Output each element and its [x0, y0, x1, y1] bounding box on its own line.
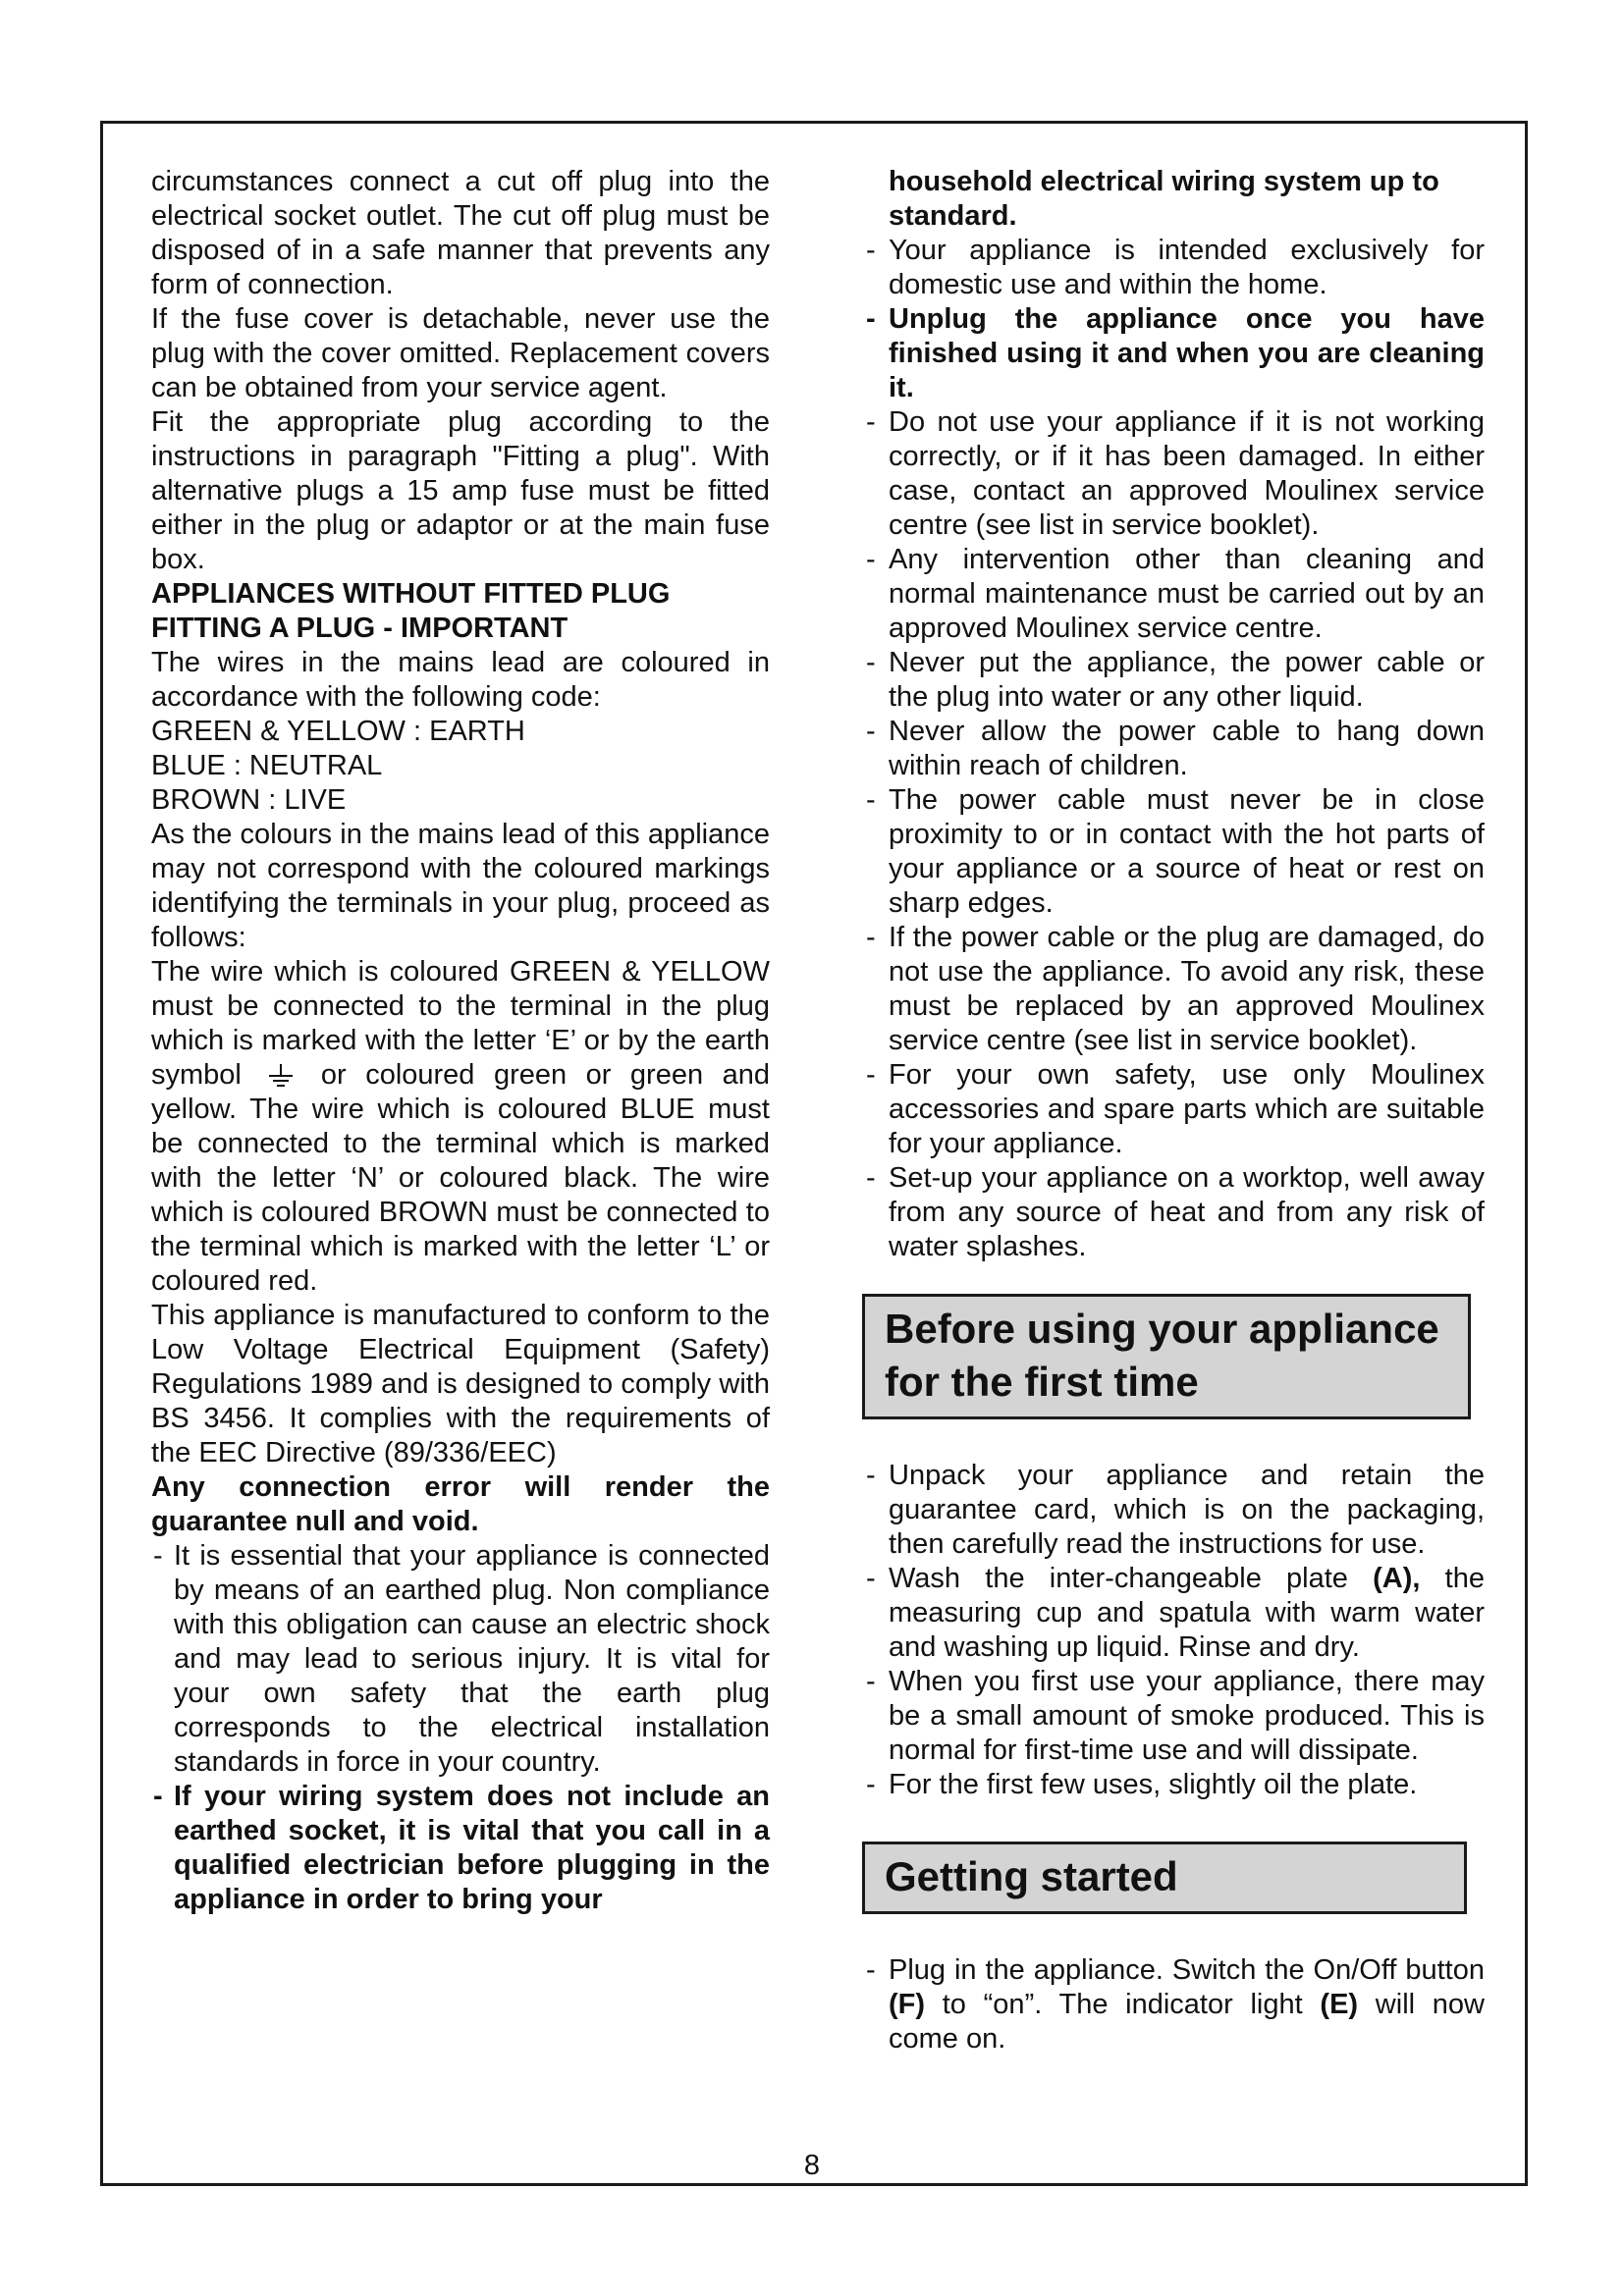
paragraph-fit-plug: Fit the appropriate plug according to the instructions in paragraph "Fitting a plug". With alternative plugs a 15 amp fuse must be fitted either in the plug or adaptor or at the main fuse box.	[151, 406, 770, 575]
safety-bullet: - If the power cable or the plug are damaged, do not use the appliance. To avoid any risk, these must be replaced by an approved Moulinex service centre (see list in service booklet).	[864, 921, 1485, 1058]
continued-wiring-text: household electrical wiring system up to standard.	[889, 166, 1439, 232]
wiring-text-part2: or coloured green or green and yellow. The wire which is coloured BLUE must be connected to the terminal which is marked with the letter ‘N’ or coloured black. The wire which is coloured BROWN must be connected to the terminal which is marked with the letter ‘L’ or coloured red.	[151, 1059, 770, 1297]
page-number: 8	[803, 2150, 821, 2181]
first-use-bullet-smoke: - When you first use your appliance, there may be a small amount of smoke produced. This is normal for first-time use and will dissipate.	[864, 1665, 1485, 1768]
bullet-qualified-electrician: - If your wiring system does not include an earthed socket, it is vital that you call in a qualified electrician before plugging in the appliance in order to bring your	[151, 1780, 770, 1917]
paragraph-fuse-cover: If the fuse cover is detachable, never use the plug with the cover omitted. Replacement covers can be obtained from your service agent.	[151, 303, 770, 403]
safety-bullet: - Set-up your appliance on a worktop, well away from any source of heat and from any risk of water splashes.	[864, 1161, 1485, 1264]
wash-text-post: the measuring cup and spatula with warm water and washing up liquid. Rinse and dry.	[889, 1563, 1485, 1663]
paragraph-wiring-instructions	[151, 955, 770, 1299]
paragraph-wire-code: The wires in the mains lead are coloured in accordance with the following code:	[151, 647, 770, 713]
paragraph-colours: As the colours in the mains lead of this appliance may not correspond with the coloured markings identifying the terminals in your plug, proceed as follows:	[151, 819, 770, 953]
button-label-f: (F)	[889, 1989, 926, 2020]
plug-in-text-pre: Plug in the appliance. Switch the On/Off button	[889, 1954, 1485, 1986]
wash-text-pre: Wash the inter-changeable plate	[889, 1563, 1374, 1594]
warning-connection-error: Any connection error will render the guarantee null and void.	[151, 1471, 770, 1537]
first-use-bullet-wash	[864, 1562, 1485, 1665]
safety-bullet: - For your own safety, use only Moulinex accessories and spare parts which are suitable for your appliance.	[864, 1058, 1485, 1161]
section-heading-before-first-use: Before using your appliance for the first time	[862, 1294, 1471, 1419]
safety-bullet: - Never put the appliance, the power cable or the plug into water or any other liquid.	[864, 646, 1485, 715]
code-earth: GREEN & YELLOW : EARTH	[151, 716, 525, 747]
plate-label-a: (A),	[1373, 1563, 1421, 1594]
code-live: BROWN : LIVE	[151, 784, 347, 816]
safety-bullet: - The power cable must never be in close proximity to or in contact with the hot parts of your appliance or a source of heat or rest on sharp edges.	[864, 783, 1485, 921]
heading-appliances-without-plug: APPLIANCES WITHOUT FITTED PLUG	[151, 578, 671, 610]
paragraph-cut-off-plug: circumstances connect a cut off plug into the electrical socket outlet. The cut off plug must be disposed of in a safe manner that prevents any form of connection.	[151, 166, 770, 300]
first-use-bullet-oil: - For the first few uses, slightly oil the plate.	[864, 1768, 1485, 1802]
code-neutral: BLUE : NEUTRAL	[151, 750, 383, 781]
right-column	[864, 165, 1485, 2056]
safety-bullet: - Any intervention other than cleaning and normal maintenance must be carried out by an approved Moulinex service centre.	[864, 543, 1485, 646]
first-use-bullet-unpack: - Unpack your appliance and retain the guarantee card, which is on the packaging, then carefully read the instructions for use.	[864, 1459, 1485, 1562]
wiring-text-part1: The wire which is coloured GREEN & YELLOW must be connected to the terminal in the plug which is marked with the letter ‘E’ or by the earth symbol	[151, 956, 770, 1091]
indicator-label-e: (E)	[1320, 1989, 1359, 2020]
earth-symbol-icon	[266, 1064, 296, 1088]
plug-in-text-post: will now come on.	[889, 1989, 1485, 2055]
safety-bullet: - Do not use your appliance if it is not working correctly, or if it has been damaged. In either case, contact an approved Moulinex service centre (see list in service booklet).	[864, 405, 1485, 543]
safety-bullet: - Your appliance is intended exclusively for domestic use and within the home.	[864, 234, 1485, 302]
paragraph-regulations: This appliance is manufactured to conform to the Low Voltage Electrical Equipment (Safety) Regulations 1989 and is designed to comply with BS 3456. It complies with the requirements of the EEC Directive (89/336/EEC)	[151, 1300, 770, 1468]
left-column	[151, 165, 770, 1917]
bullet-earthed-plug: - It is essential that your appliance is connected by means of an earthed plug. Non compliance with this obligation can cause an electric shock and may lead to serious injury. It is vital for your own safety that the earth plug corresponds to the electrical installation standards in force in your country.	[151, 1539, 770, 1780]
heading-fitting-plug: FITTING A PLUG - IMPORTANT	[151, 613, 568, 644]
plug-in-text-mid: to “on”. The indicator light	[925, 1989, 1321, 2020]
safety-bullet: - Never allow the power cable to hang down within reach of children.	[864, 715, 1485, 783]
section-heading-getting-started: Getting started	[862, 1842, 1467, 1914]
safety-bullet: - Unplug the appliance once you have finished using it and when you are cleaning it.	[864, 302, 1485, 405]
getting-started-bullet-plug-in	[864, 1953, 1485, 2056]
